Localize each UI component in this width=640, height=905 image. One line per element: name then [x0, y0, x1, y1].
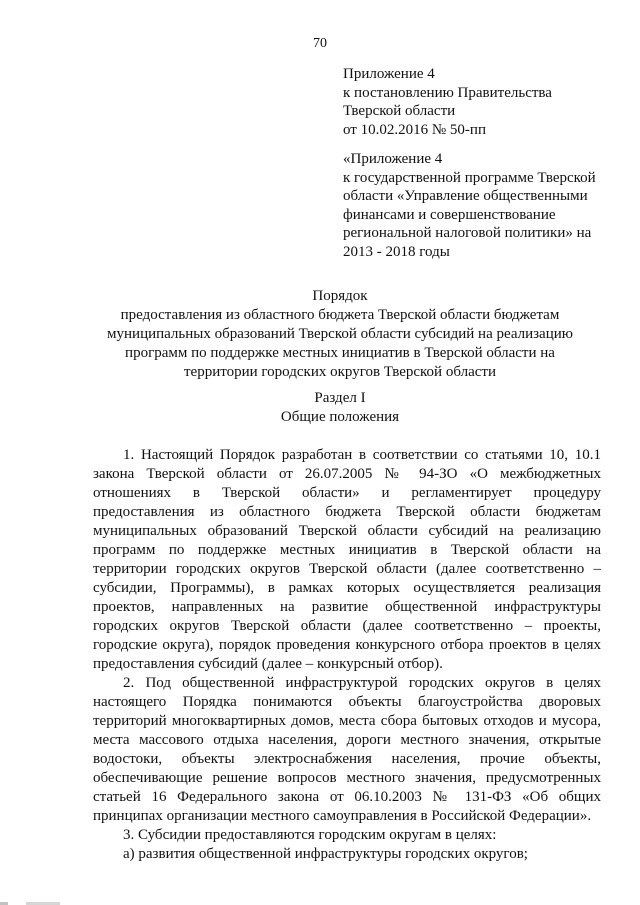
- paragraph-line: настоящего Порядка понимаются объекты благоустройства дворовых: [93, 694, 601, 710]
- paragraph-line: территории городских округов Тверской области (далее соответственно –: [93, 561, 601, 577]
- paragraph-2: [93, 674, 601, 826]
- paragraph-line: городские округа), порядок проведения конкурсного отбора проектов в целях: [93, 637, 601, 653]
- paragraph-line: статьей 16 Федерального закона от 06.10.2003 № 131-ФЗ «Об общих: [93, 789, 601, 805]
- order-title-line: муниципальных образований Тверской области субсидий на реализацию: [107, 326, 573, 342]
- paragraph-line: территорий многоквартирных домов, места сбора бытовых отходов и мусора,: [93, 713, 601, 729]
- order-title-line: программ по поддержке местных инициатив в Тверской области на: [125, 345, 555, 361]
- body-text: [93, 446, 601, 864]
- page-number: 70: [313, 36, 327, 51]
- program-appendix-line: к государственной программе Тверской: [343, 169, 596, 186]
- paragraph-line: проектов, направленных на развитие общественной инфраструктуры: [93, 599, 601, 615]
- paragraph-line: водостоки, объекты электроснабжения населения, прочие объекты,: [93, 751, 601, 767]
- program-appendix-line: области «Управление общественными: [343, 188, 588, 204]
- paragraph-line: 3. Субсидии предоставляются городским округам в целях:: [123, 827, 497, 843]
- paragraph-line: городских округов Тверской области (далее соответственно – проекты,: [93, 618, 601, 634]
- appendix-header: [343, 65, 618, 139]
- paragraph-3: [93, 826, 601, 845]
- appendix-header-line: Тверской области: [343, 103, 456, 119]
- section-title: Общие положения: [280, 409, 400, 425]
- program-appendix-line: 2013 - 2018 годы: [343, 243, 450, 260]
- order-title: [80, 287, 600, 382]
- paragraph-line: предоставления субсидий (далее – конкурсный отбор).: [93, 656, 443, 672]
- paragraph-line: 2. Под общественной инфраструктурой городских округов в целях: [123, 675, 601, 691]
- appendix-header-line: к постановлению Правительства: [343, 84, 552, 101]
- paragraph-4: [93, 845, 601, 864]
- program-appendix: [343, 150, 618, 261]
- paragraph-line: субсидии, Программы), в рамках которых осуществляется реализация: [93, 580, 601, 596]
- program-appendix-line: финансами и совершенствование: [343, 206, 556, 223]
- order-title-line: территории городских округов Тверской области: [184, 364, 496, 380]
- paragraph-line: отношениях в Тверской области» и регламентирует процедуру: [93, 485, 601, 501]
- program-appendix-line: «Приложение 4: [343, 151, 443, 167]
- appendix-header-line: от 10.02.2016 № 50-пп: [343, 121, 486, 138]
- section-label: Раздел I: [314, 390, 366, 406]
- paragraph-line: программ по поддержке местных инициатив в Тверской области на: [93, 542, 601, 558]
- order-title-line: предоставления из областного бюджета Тверской области бюджетам: [120, 307, 560, 323]
- program-appendix-line: региональной налоговой политики» на: [343, 225, 592, 241]
- order-title-line: Порядок: [312, 288, 368, 304]
- paragraph-line: места массового отдыха населения, дороги местного значения, открытые: [93, 732, 601, 748]
- paragraph-line: закона Тверской области от 26.07.2005 № 94-ЗО «О межбюджетных: [93, 466, 601, 482]
- paragraph-line: 1. Настоящий Порядок разработан в соответствии со статьями 10, 10.1: [123, 447, 601, 463]
- paragraph-line: предоставления из областного бюджета Тверской области бюджетам: [93, 504, 601, 520]
- paragraph-1: [93, 446, 601, 674]
- paragraph-line: муниципальных образований Тверской области субсидий на реализацию: [93, 523, 601, 539]
- section-heading: [80, 389, 600, 427]
- paragraph-line: обеспечивающие решение вопросов местного значения, предусмотренных: [93, 770, 601, 786]
- paragraph-line: а) развития общественной инфраструктуры городских округов;: [123, 846, 528, 862]
- paragraph-line: принципах организации местного самоуправления в Российской Федерации».: [93, 808, 592, 824]
- appendix-header-line: Приложение 4: [343, 66, 435, 82]
